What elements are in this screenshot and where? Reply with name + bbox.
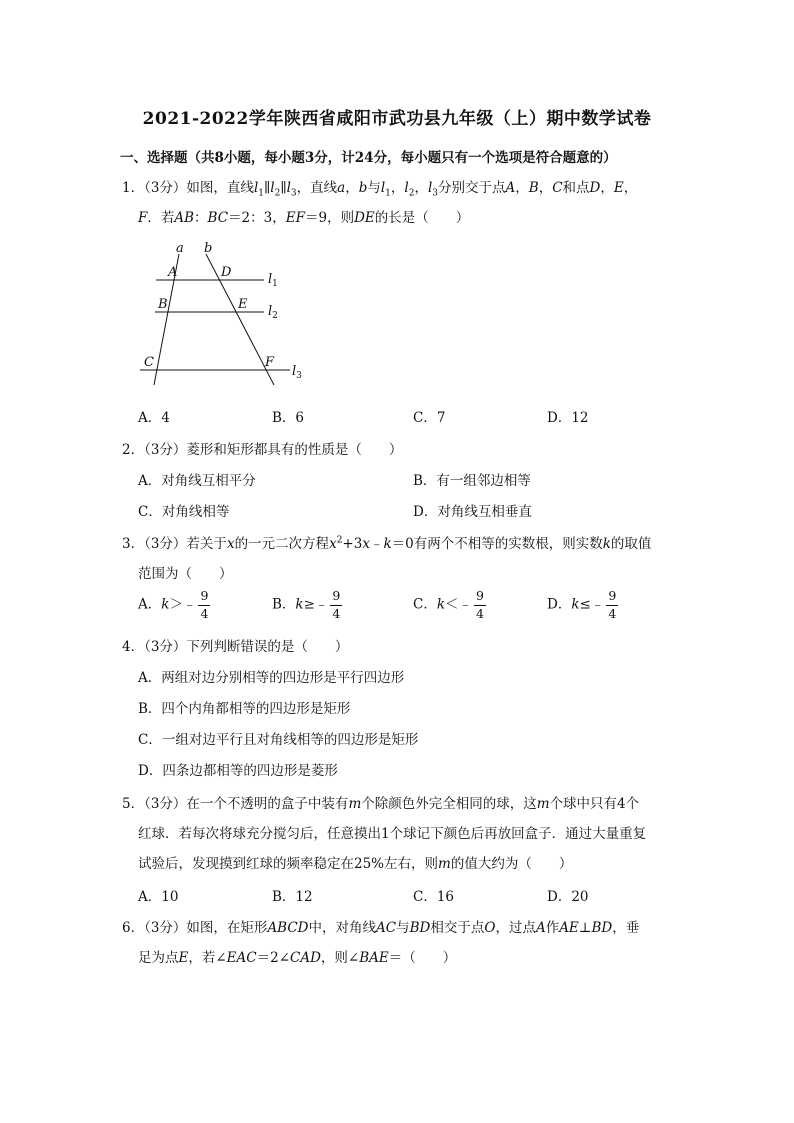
q4-option-b: B．四个内角都相等的四边形是矩形 [138, 701, 351, 717]
section-heading: 一、选择题（共8小题，每小题3分，计24分，每小题只有一个选项是符合题意的） [120, 150, 617, 166]
question-5-stem-line-1: 5．（3分）在一个不透明的盒子中装有m个除颜色外完全相同的球，这m个球中只有4个 [122, 796, 640, 812]
label-A: A [168, 265, 178, 280]
label-D: D [221, 265, 232, 280]
q2-option-d: D．对角线互相垂直 [413, 504, 532, 520]
q2-option-b: B．有一组邻边相等 [413, 473, 531, 489]
label-b: b [204, 241, 213, 256]
question-1-stem-line-1: 1．（3分）如图，直线$l_1\parallel l_2\parallel l_3$，直线a，b与$l_1$，$l_2$，$l_3$分别交于点A，B，C和点D，E， [122, 180, 638, 199]
q5-option-d: D．20 [547, 889, 589, 905]
question-3-stem-line-1: 3．（3分）若关于x的一元二次方程$x^2+3x﹣k=0$有两个不相等的实数根，则实数k的取值 [122, 535, 652, 552]
q4-option-d: D．四条边都相等的四边形是菱形 [138, 763, 338, 779]
question-2-stem: 2．（3分）菱形和矩形都具有的性质是（ ） [122, 442, 403, 458]
q3-option-b: B．k≥﹣ $\frac{9}{4}$ [272, 588, 341, 621]
q3-option-a: A．k＞﹣ $\frac{9}{4}$ [138, 588, 209, 621]
label-l1: $l_1$ [268, 272, 278, 289]
question-6-stem-line-2: 足为点E，若∠EAC＝2∠CAD，则∠BAE＝（ ） [138, 950, 457, 966]
page-title: 2021-2022学年陕西省咸阳市武功县九年级（上）期中数学试卷 [142, 109, 652, 129]
label-F: F [265, 355, 275, 370]
question-1-stem-line-2: F．若AB：BC＝2：3，EF＝9，则DE的长是（ ） [138, 210, 470, 226]
q4-option-c: C．一组对边平行且对角线相等的四边形是矩形 [138, 732, 419, 748]
q5-option-c: C．16 [413, 889, 455, 905]
label-a: a [176, 241, 184, 256]
q4-option-a: A．两组对边分别相等的四边形是平行四边形 [138, 670, 405, 686]
q3-option-c: C．k＜﹣ $\frac{9}{4}$ [413, 588, 484, 621]
q5-option-b: B．12 [272, 889, 313, 905]
label-E: E [238, 297, 248, 312]
q1-option-c: C．7 [413, 410, 446, 426]
question-3-stem-line-2: 范围为（ ） [138, 566, 233, 582]
q2-option-c: C．对角线相等 [138, 504, 230, 520]
label-l2: $l_2$ [268, 304, 278, 321]
q3-option-d: D．k≤﹣ $\frac{9}{4}$ [547, 588, 617, 621]
question-6-stem-line-1: 6．（3分）如图，在矩形ABCD中，对角线AC与BD相交于点O，过点A作AE⊥BD，垂 [122, 920, 640, 936]
label-l3: $l_3$ [292, 364, 302, 381]
q1-option-b: B．6 [272, 410, 305, 426]
q5-option-a: A．10 [138, 889, 179, 905]
label-C: C [144, 355, 154, 370]
q2-option-a: A．对角线互相平分 [138, 473, 256, 489]
q1-option-a: A．4 [138, 410, 170, 426]
question-4-stem: 4．（3分）下列判断错误的是（ ） [122, 639, 349, 655]
question-5-stem-line-3: 试验后，发现摸到红球的频率稳定在25%左右，则m的值大约为（ ） [138, 856, 573, 872]
q1-option-d: D．12 [547, 410, 589, 426]
label-B: B [158, 297, 168, 312]
question-5-stem-line-2: 红球．若每次将球充分搅匀后，任意摸出1个球记下颜色后再放回盒子．通过大量重复 [138, 826, 647, 842]
question-1-figure [130, 236, 320, 392]
line-b [206, 254, 274, 385]
